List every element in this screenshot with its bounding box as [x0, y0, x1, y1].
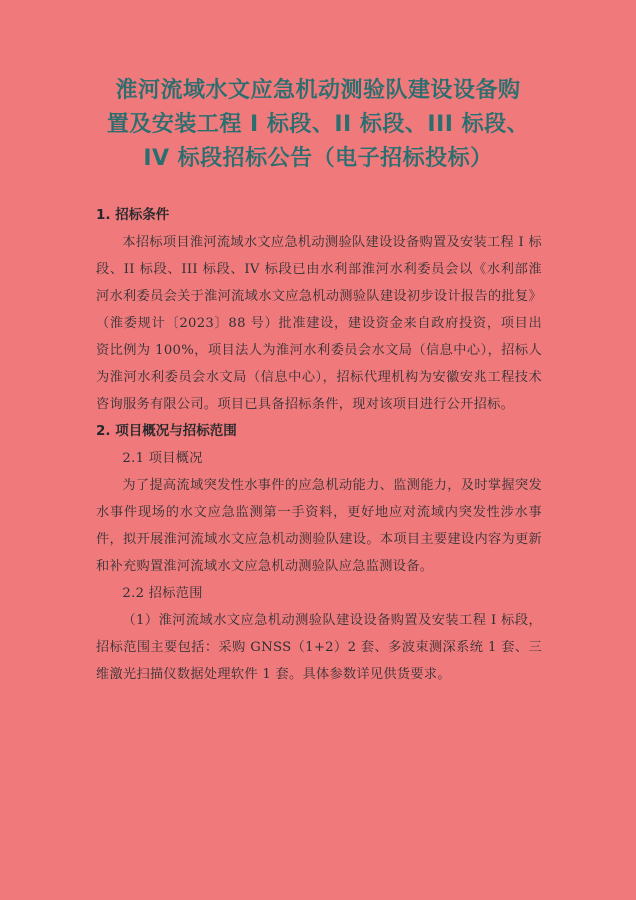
section-2-heading: 2. 项目概况与招标范围: [96, 423, 237, 439]
section-1-paragraph: 本招标项目淮河流域水文应急机动测验队建设设备购置及安装工程 I 标段、II 标段、III 标段、IV 标段已由水利部淮河水利委员会以《水利部淮河水利委员会关于淮河流域水文应急机动测验队建设初步设计报告的批复》（淮委规计〔2023〕88 号）批准建设，建设资金来自政府投资，项目出资比例为 100%，项目法人为淮河水利委员会水文局（信息中心），招标人为淮河水利委员会水文局（信息中心），招标代理机构为安徽安兆工程技术咨询服务有限公司。项目已具备招标条件，现对该项目进行公开招标。: [96, 235, 542, 412]
section-2-1-paragraph: 为了提高流域突发性水事件的应急机动能力、监测能力，及时掌握突发水事件现场的水文应急监测第一手资料，更好地应对流域内突发性涉水事件，拟开展淮河流域水文应急机动测验队建设。本项目主要建设内容为更新和补充购置淮河流域水文应急机动测验队应急监测设备。: [96, 478, 542, 574]
section-2-1-title: 2.1 项目概况: [122, 451, 203, 466]
section-2-2-title: 2.2 招标范围: [122, 586, 203, 601]
section-1-heading: 1. 招标条件: [96, 207, 170, 223]
title-line-3: IV 标段招标公告（电子招标投标）: [143, 146, 493, 171]
document-title: [60, 74, 576, 176]
title-line-2: 置及安装工程 I 标段、II 标段、III 标段、: [106, 112, 530, 137]
title-line-1: 淮河流域水文应急机动测验队建设设备购: [115, 78, 521, 103]
section-2-2-paragraph: （1）淮河流域水文应急机动测验队建设设备购置及安装工程 I 标段，招标范围主要包括：采购 GNSS（1+2）2 套、多波束测深系统 1 套、三维激光扫描仪数据处理软件 1 套。具体参数详见供货要求。: [96, 613, 542, 682]
document-body: [96, 202, 542, 688]
